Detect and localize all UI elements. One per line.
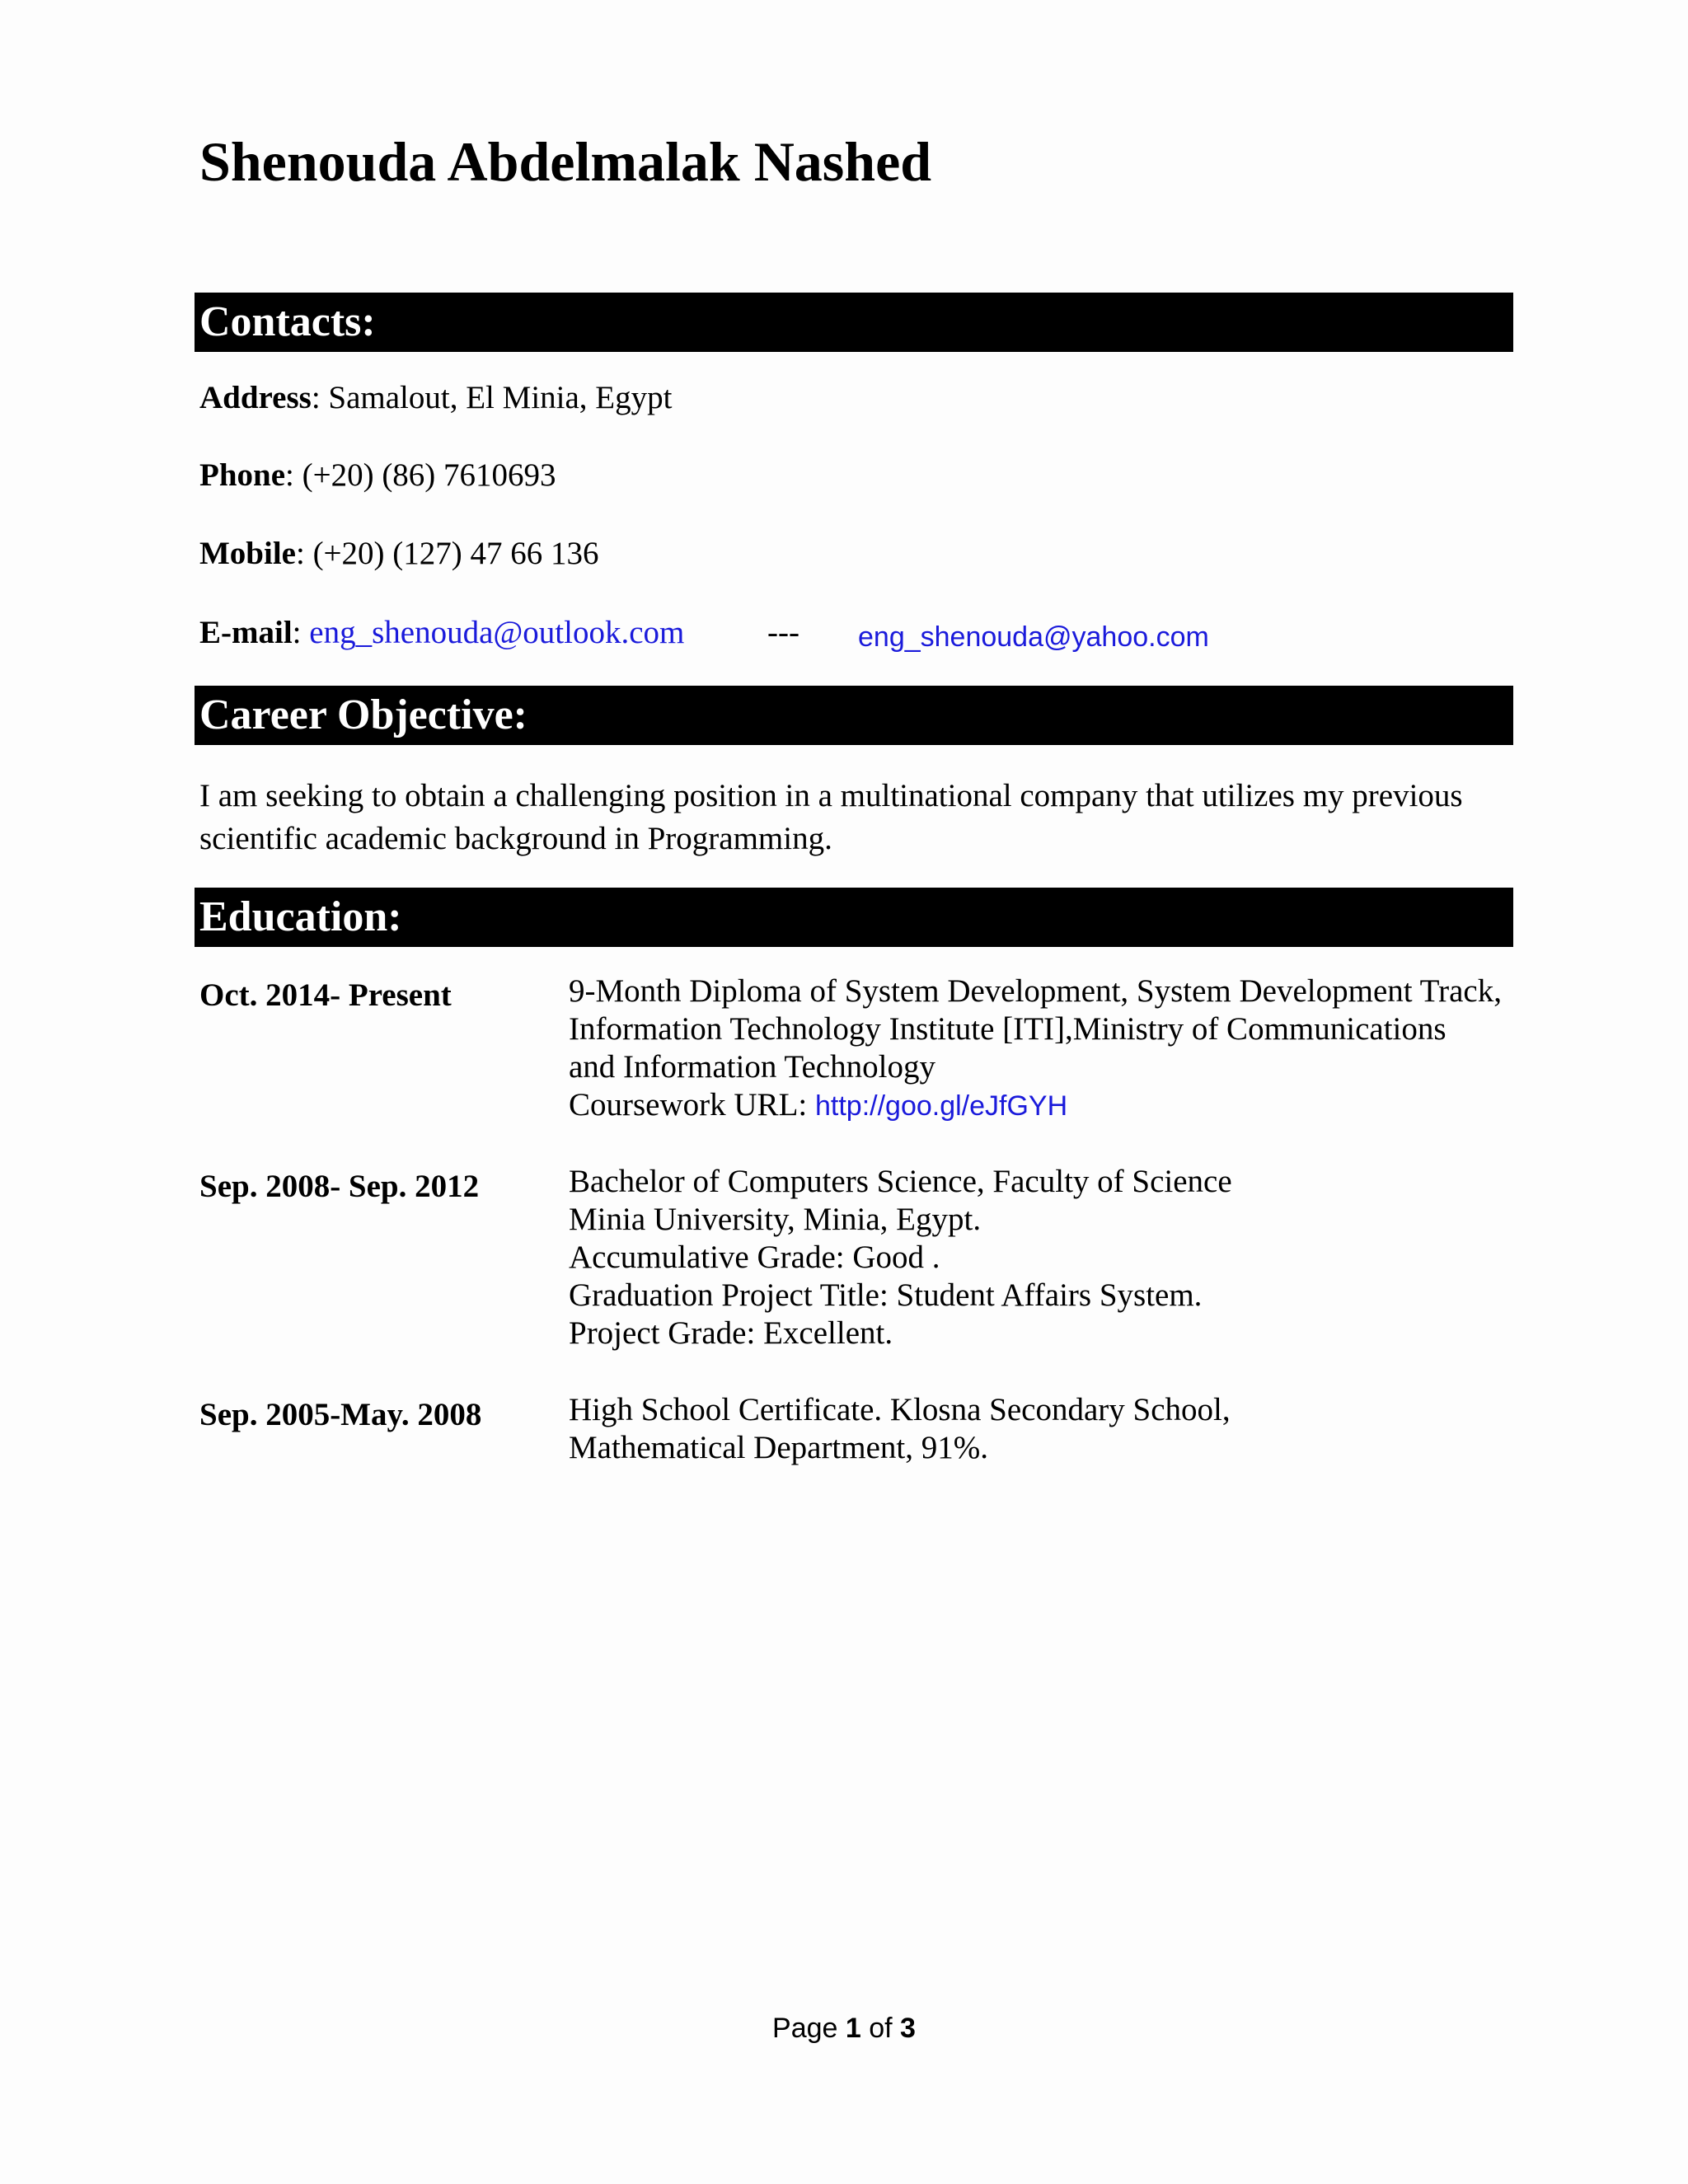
education-detail	[569, 972, 1502, 1125]
email-outlook-link[interactable]: eng_shenouda@outlook.com	[309, 615, 685, 650]
education-date: Sep. 2005-May. 2008	[199, 1397, 482, 1432]
current-page-number: 1	[845, 2013, 861, 2044]
mobile-value: : (+20) (127) 47 66 136	[295, 536, 599, 571]
contact-email	[199, 616, 684, 649]
objective-text	[199, 775, 1518, 860]
email-yahoo-link[interactable]: eng_shenouda@yahoo.com	[858, 621, 1209, 653]
contact-mobile	[199, 537, 599, 569]
education-date: Sep. 2008- Sep. 2012	[199, 1169, 480, 1204]
page-word: Page	[772, 2013, 846, 2044]
contact-address	[199, 382, 672, 414]
phone-label: Phone	[199, 457, 286, 493]
page-number-footer	[0, 2014, 1688, 2042]
coursework-label: Coursework URL:	[569, 1087, 815, 1122]
section-header-objective: Career Objective:	[195, 686, 1513, 745]
education-line: Project Grade: Excellent.	[569, 1315, 893, 1351]
coursework-url-link[interactable]: http://goo.gl/eJfGYH	[814, 1090, 1068, 1122]
education-detail	[569, 1391, 1231, 1467]
education-date: Oct. 2014- Present	[199, 977, 452, 1013]
education-line: Information Technology Institute [ITI],Ministry of Communications	[569, 1011, 1447, 1047]
education-line: Mathematical Department, 91%.	[569, 1430, 988, 1465]
contact-phone	[199, 459, 556, 491]
education-detail	[569, 1163, 1232, 1352]
education-line: Graduation Project Title: Student Affairs System.	[569, 1277, 1203, 1313]
education-line: Bachelor of Computers Science, Faculty of Science	[569, 1164, 1232, 1199]
of-word: of	[860, 2013, 901, 2044]
address-value: : Samalout, El Minia, Egypt	[311, 380, 673, 415]
email-separator: ---	[767, 615, 799, 650]
objective-line: scientific academic background in Programming.	[199, 821, 832, 856]
education-line: 9-Month Diploma of System Development, System Development Track,	[569, 973, 1502, 1009]
section-header-education: Education:	[195, 888, 1513, 947]
address-label: Address	[199, 380, 312, 415]
education-line: Minia University, Minia, Egypt.	[569, 1202, 982, 1237]
email-colon: :	[292, 615, 310, 650]
coursework-line	[569, 1086, 1502, 1125]
education-line: Accumulative Grade: Good .	[569, 1240, 940, 1275]
email-label: E-mail	[199, 615, 293, 650]
objective-line: I am seeking to obtain a challenging position in a multinational company that utilizes my previous	[199, 778, 1463, 813]
contact-email-secondary	[858, 620, 1209, 652]
phone-value: : (+20) (86) 7610693	[285, 457, 556, 493]
education-line: and Information Technology	[569, 1049, 935, 1085]
total-page-number: 3	[900, 2013, 916, 2044]
candidate-name: Shenouda Abdelmalak Nashed	[199, 130, 932, 193]
mobile-label: Mobile	[199, 536, 296, 571]
education-line: High School Certificate. Klosna Secondary School,	[569, 1392, 1231, 1427]
section-header-contacts: Contacts:	[195, 293, 1513, 352]
